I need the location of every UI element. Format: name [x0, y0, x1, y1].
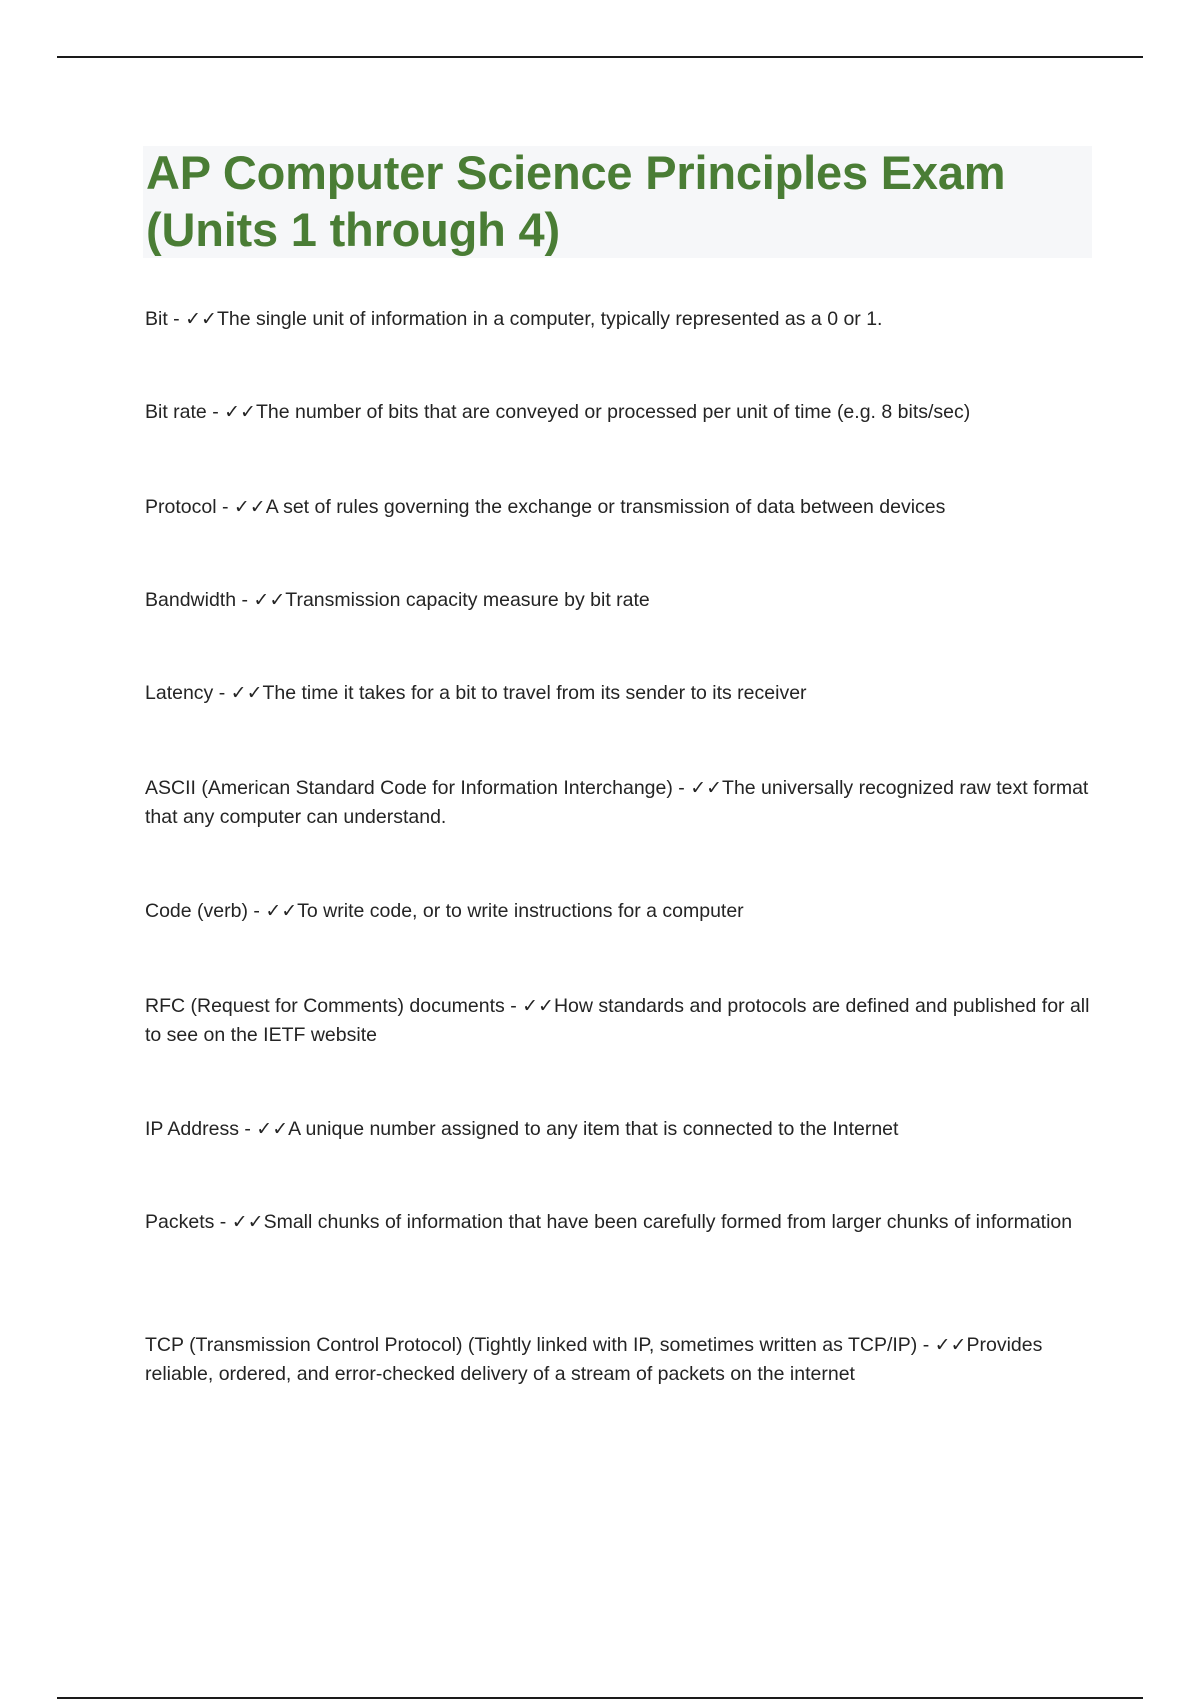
flashcard-entry: [145, 305, 1095, 334]
separator: -: [917, 1334, 935, 1356]
flashcard-entry: [145, 398, 1095, 427]
flashcard-entry: [145, 774, 1095, 832]
definition: A unique number assigned to any item that is connected to the Internet: [288, 1118, 899, 1140]
check-icon: ✓✓: [233, 496, 266, 518]
term: TCP (Transmission Control Protocol) (Tightly linked with IP, sometimes written as TCP/IP): [145, 1334, 918, 1356]
flashcard-entry: [145, 1115, 1095, 1144]
definition: Small chunks of information that have been carefully formed from larger chunks of information: [263, 1211, 1073, 1233]
term: Code (verb): [145, 900, 248, 922]
term: RFC (Request for Comments) documents: [145, 995, 505, 1017]
definition: How standards and protocols are defined and published for all to see on the IETF website: [145, 995, 1090, 1046]
flashcard-entry: [145, 897, 1095, 926]
check-icon: ✓✓: [231, 1211, 264, 1233]
term: Bandwidth: [145, 589, 237, 611]
check-icon: ✓✓: [934, 1334, 967, 1356]
term: ASCII (American Standard Code for Information Interchange): [145, 777, 673, 799]
top-rule: [57, 56, 1143, 58]
separator: -: [236, 589, 254, 611]
separator: -: [206, 401, 225, 423]
bottom-rule: [57, 1697, 1143, 1699]
definition: A set of rules governing the exchange or transmission of data between devices: [265, 496, 946, 518]
check-icon: ✓✓: [690, 777, 723, 799]
check-icon: ✓✓: [522, 995, 554, 1017]
term: Bit rate: [145, 401, 207, 423]
separator: -: [213, 682, 231, 704]
document-title: AP Computer Science Principles Exam (Units 1 through 4): [146, 146, 1006, 256]
flashcard-entry: [145, 1331, 1095, 1389]
definition: Transmission capacity measure by bit rate: [285, 589, 650, 611]
flashcard-entry: [145, 493, 1095, 522]
check-icon: ✓✓: [224, 401, 256, 423]
term: Bit: [145, 308, 168, 330]
separator: -: [214, 1211, 232, 1233]
definition: The time it takes for a bit to travel from its sender to its receiver: [262, 682, 807, 704]
separator: -: [672, 777, 691, 799]
definition: The universally recognized raw text format that any computer can understand.: [145, 777, 1089, 828]
check-icon: ✓✓: [230, 682, 263, 704]
flashcard-entry: [145, 1208, 1095, 1237]
term: Packets: [145, 1211, 215, 1233]
check-icon: ✓✓: [265, 900, 298, 922]
flashcard-entry: [145, 586, 1095, 615]
check-icon: ✓✓: [253, 589, 286, 611]
check-icon: ✓✓: [185, 308, 217, 330]
separator: -: [247, 900, 266, 922]
definition: The number of bits that are conveyed or processed per unit of time (e.g. 8 bits/sec): [255, 401, 971, 423]
separator: -: [504, 995, 523, 1017]
term: Latency: [145, 682, 214, 704]
separator: -: [167, 308, 186, 330]
separator: -: [216, 496, 234, 518]
flashcard-entry: [145, 992, 1095, 1050]
separator: -: [238, 1118, 257, 1140]
definition: Provides reliable, ordered, and error-checked delivery of a stream of packets on the internet: [145, 1334, 1043, 1385]
term: Protocol: [145, 496, 217, 518]
check-icon: ✓✓: [256, 1118, 289, 1140]
term: IP Address: [145, 1118, 239, 1140]
flashcard-entry: [145, 679, 1095, 708]
definition: The single unit of information in a computer, typically represented as a 0 or 1.: [216, 308, 883, 330]
definition: To write code, or to write instructions for a computer: [297, 900, 744, 922]
